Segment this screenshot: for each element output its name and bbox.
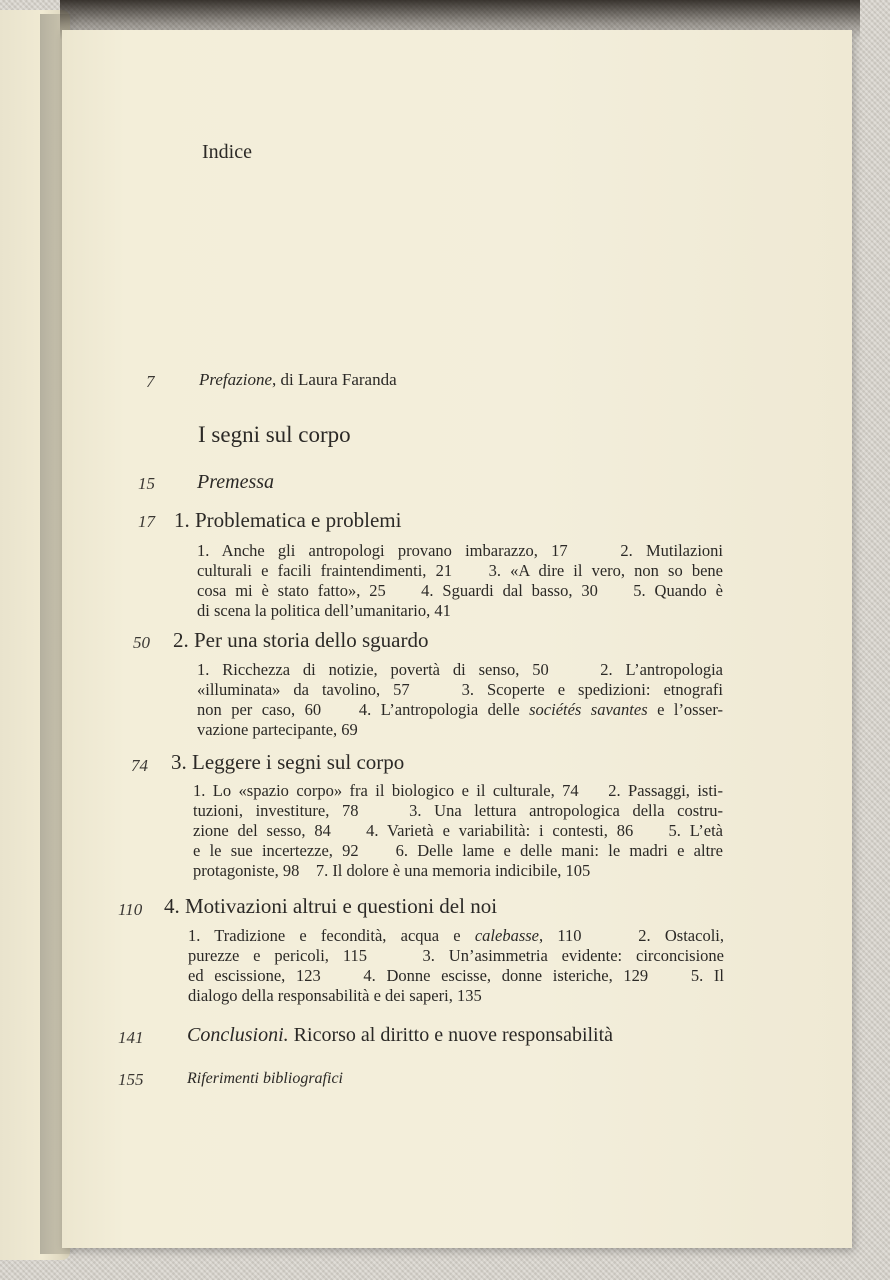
chapter-sections xyxy=(197,660,723,740)
section-line: 1. Lo «spazio corpo» fra il biologico e il culturale, 74 2. Passaggi, isti- xyxy=(193,781,723,800)
page-number: 7 xyxy=(146,372,155,391)
section-line: cosa mi è stato fatto», 25 4. Sguardi dal basso, 30 5. Quando è xyxy=(197,581,723,600)
page-number: 155 xyxy=(118,1070,144,1089)
section-line: purezze e pericoli, 115 3. Un’asimmetria evidente: circoncisione xyxy=(188,946,724,965)
entry-author: , di Laura Faranda xyxy=(272,370,397,389)
page-heading: Indice xyxy=(202,141,252,163)
page-number: 74 xyxy=(131,756,148,775)
chapter-title: 4. Motivazioni altrui e questioni del noi xyxy=(164,894,498,918)
page-number: 15 xyxy=(138,474,155,493)
section-line: dialogo della responsabilità e dei saperi, 135 xyxy=(188,986,482,1005)
entry-title: Prefazione xyxy=(199,370,273,389)
page-number: 50 xyxy=(133,633,150,652)
entry-title: Conclusioni. xyxy=(187,1024,289,1046)
chapter-title: 2. Per una storia dello sguardo xyxy=(173,628,429,652)
section-line: e le sue incertezze, 92 6. Delle lame e delle mani: le madri e altre xyxy=(193,841,723,860)
page-number: 110 xyxy=(118,900,143,919)
page-number: 17 xyxy=(138,512,155,531)
chapter-sections xyxy=(188,926,724,1006)
section-line: vazione partecipante, 69 xyxy=(197,720,358,739)
section-line: di scena la politica dell’umanitario, 41 xyxy=(197,601,451,620)
chapter-title: 1. Problematica e problemi xyxy=(174,508,402,532)
section-title: I segni sul corpo xyxy=(198,422,351,447)
section-line: 1. Tradizione e fecondità, acqua e calebasse, 110 2. Ostacoli, xyxy=(188,926,724,945)
section-line: 1. Ricchezza di notizie, povertà di senso, 50 2. L’antropologia xyxy=(197,660,723,679)
section-line: culturali e facili fraintendimenti, 21 3. «A dire il vero, non so bene xyxy=(197,561,723,580)
section-line: zione del sesso, 84 4. Varietà e variabilità: i contesti, 86 5. L’età xyxy=(193,821,723,840)
section-line: non per caso, 60 4. L’antropologia delle sociétés savantes e l’osser- xyxy=(197,700,724,719)
chapter-sections xyxy=(193,781,723,881)
section-line: 1. Anche gli antropologi provano imbarazzo, 17 2. Mutilazioni xyxy=(197,541,723,560)
page-number: 141 xyxy=(118,1028,144,1047)
entry-subtitle: Ricorso al diritto e nuove responsabilità xyxy=(288,1024,614,1046)
section-line: tuzioni, investiture, 78 3. Una lettura antropologica della costru- xyxy=(193,801,723,820)
section-line: ed escissione, 123 4. Donne escisse, donne isteriche, 129 5. Il xyxy=(188,966,724,985)
chapter-sections xyxy=(197,541,723,621)
section-line: «illuminata» da tavolino, 57 3. Scoperte e spedizioni: etnografi xyxy=(197,680,723,699)
toc-entry-conclusioni xyxy=(187,1024,613,1047)
toc-entry-prefazione xyxy=(199,370,397,390)
section-line: protagoniste, 98 7. Il dolore è una memoria indicibile, 105 xyxy=(193,861,591,880)
toc-entry-premessa: Premessa xyxy=(197,471,275,493)
toc-entry-riferimenti: Riferimenti bibliografici xyxy=(187,1070,343,1087)
chapter-title: 3. Leggere i segni sul corpo xyxy=(171,750,405,774)
